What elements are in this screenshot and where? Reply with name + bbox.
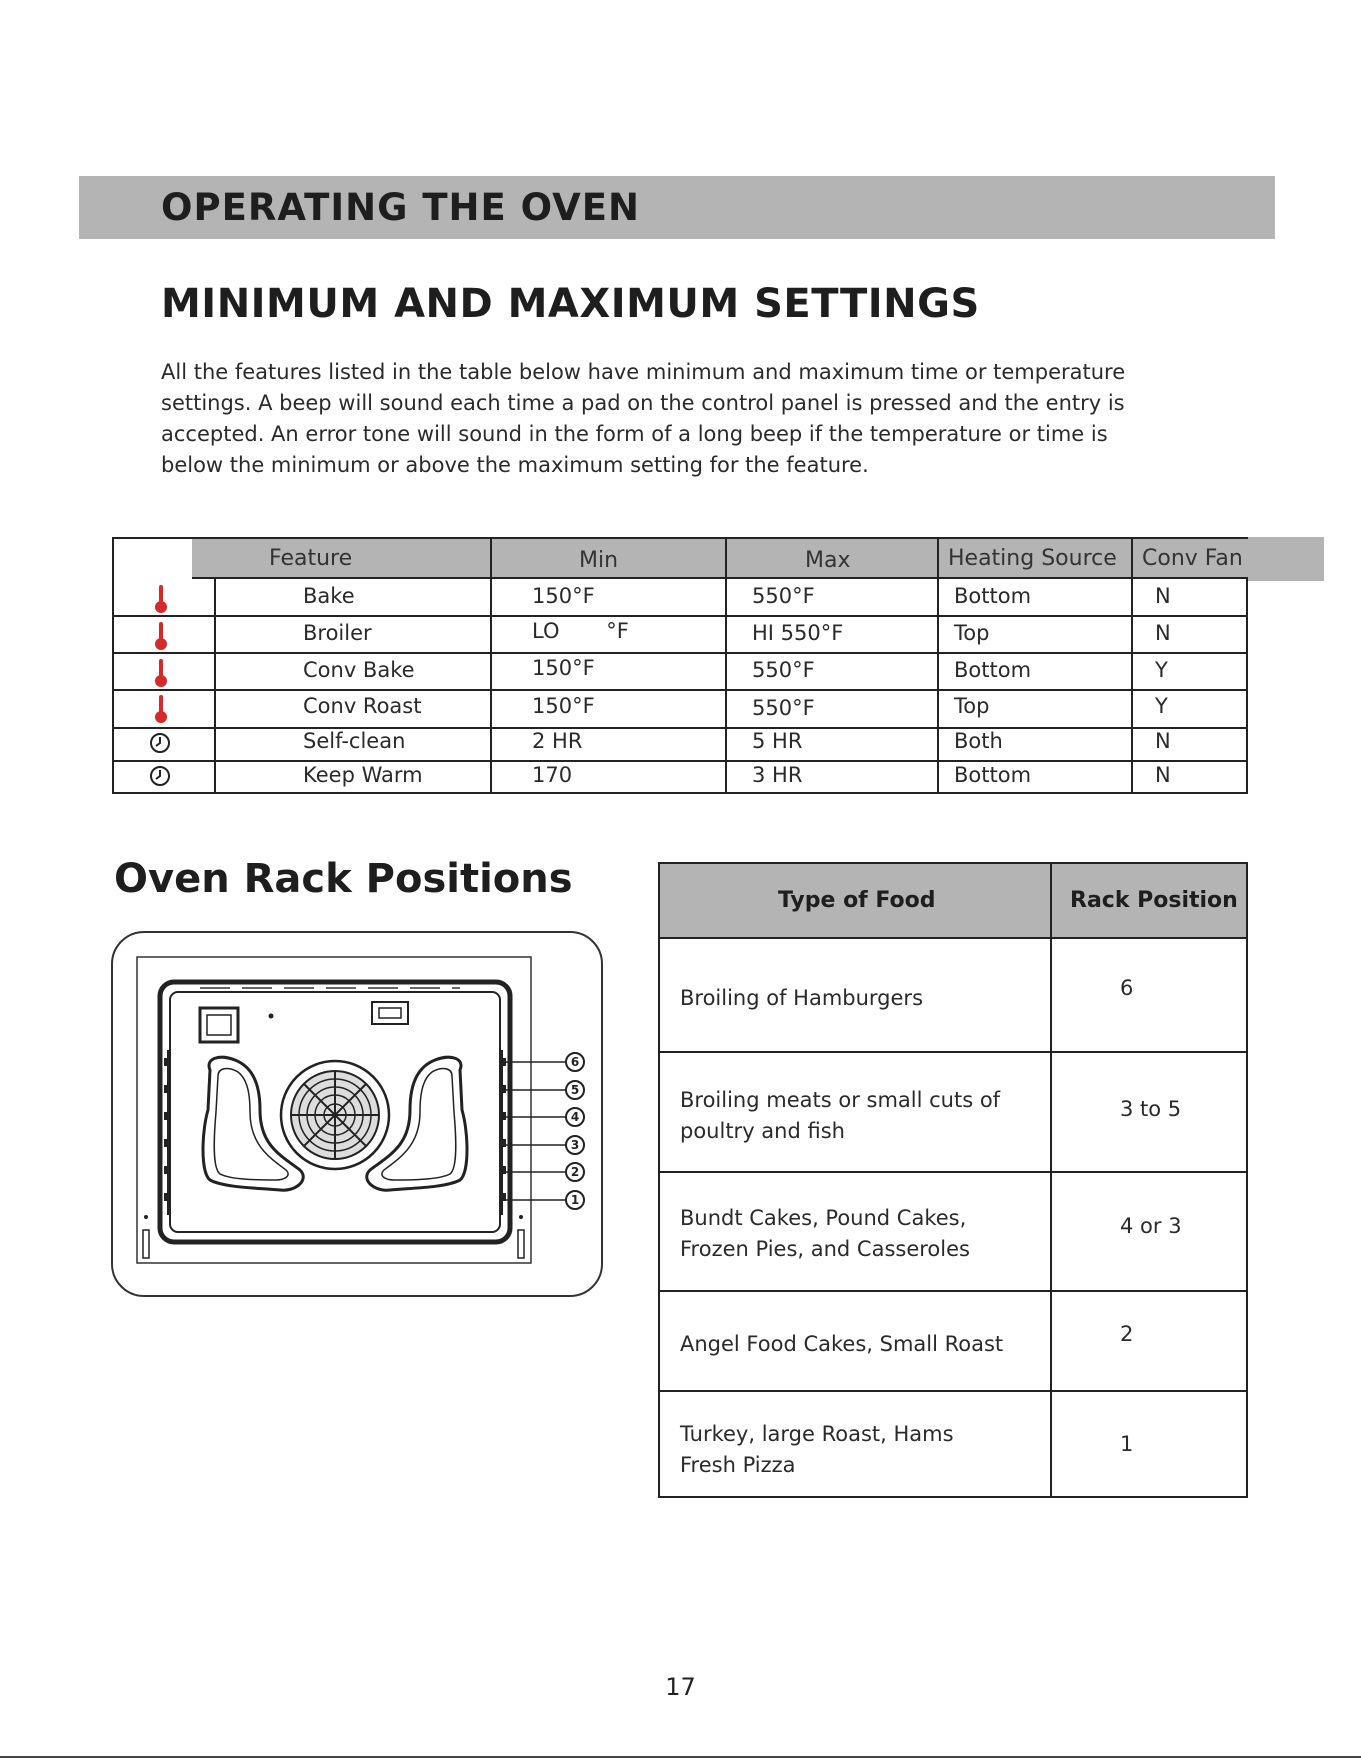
max-cell: HI 550°F [752, 621, 844, 645]
rack-label: 1 [570, 1193, 580, 1207]
max-cell: 3 HR [752, 763, 803, 787]
food-cell: Turkey, large Roast, Hams Fresh Pizza [680, 1422, 954, 1477]
min-cell: 2 HR [532, 729, 583, 753]
min-cell: 170 [532, 763, 573, 787]
position-cell: 1 [1120, 1432, 1134, 1456]
food-cell: Angel Food Cakes, Small Roast [680, 1332, 1004, 1356]
food-cell: Bundt Cakes, Pound Cakes, Frozen Pies, and Casseroles [680, 1206, 970, 1261]
settings-header-tail [1248, 537, 1324, 581]
rack-label: 4 [570, 1110, 580, 1124]
col-divider [1131, 539, 1133, 794]
min-cell: 150°F [532, 694, 595, 718]
section-title: OPERATING THE OVEN [161, 186, 641, 229]
clock-icon [149, 765, 171, 787]
thermometer-icon [154, 621, 168, 651]
rack-section-title: Oven Rack Positions [114, 856, 573, 902]
fan-cell: N [1155, 729, 1171, 753]
settings-table [112, 537, 1248, 794]
fan-cell: N [1155, 584, 1171, 608]
row-divider [660, 1171, 1246, 1173]
header-rack-position: Rack Position [1070, 888, 1238, 913]
header-heating-source: Heating Source [948, 546, 1117, 571]
fan-cell: N [1155, 621, 1171, 645]
source-cell: Both [954, 729, 1003, 753]
rack-label: 2 [570, 1165, 580, 1179]
col-divider [725, 539, 727, 794]
position-cell: 6 [1120, 976, 1134, 1000]
min-cell: 150°F [532, 584, 595, 608]
col-divider [1050, 864, 1052, 1496]
source-cell: Bottom [954, 584, 1032, 608]
source-cell: Top [954, 694, 990, 718]
feature-cell: Conv Bake [303, 658, 415, 682]
header-conv-fan: Conv Fan [1142, 546, 1243, 571]
food-cell: Broiling of Hamburgers [680, 986, 924, 1010]
bottom-rule [0, 1756, 1361, 1758]
position-cell: 4 or 3 [1120, 1214, 1182, 1238]
row-divider [114, 760, 1246, 762]
source-cell: Bottom [954, 658, 1032, 682]
food-cell: Broiling meats or small cuts of poultry and fish [680, 1088, 1001, 1143]
max-cell: 550°F [752, 658, 815, 682]
intro-paragraph: All the features listed in the table below have minimum and maximum time or temperature settings. A beep will sound each time a pad on the control panel is pressed and the entry is accepted. An error tone will sound in the form of a long beep if the temperature or time is below the minimum or above the maximum setting for the feature. [161, 360, 1126, 477]
row-divider [114, 652, 1246, 654]
rack-label: 5 [570, 1083, 580, 1097]
oven-rack-diagram [110, 930, 606, 1304]
fan-cell: Y [1155, 694, 1168, 718]
feature-cell: Bake [303, 584, 355, 608]
fan-cell: N [1155, 763, 1171, 787]
header-max: Max [805, 548, 851, 573]
position-cell: 2 [1120, 1322, 1134, 1346]
row-divider [114, 727, 1246, 729]
fan-cell: Y [1155, 658, 1168, 682]
thermometer-icon [154, 584, 168, 614]
source-cell: Top [954, 621, 990, 645]
section-header-bar [79, 176, 1275, 239]
feature-cell: Self-clean [303, 729, 406, 753]
feature-cell: Broiler [303, 621, 372, 645]
row-divider [114, 689, 1246, 691]
row-divider [660, 1290, 1246, 1292]
max-cell: 550°F [752, 584, 815, 608]
col-divider [937, 539, 939, 794]
min-cell: LO °F [532, 619, 629, 643]
position-cell: 3 to 5 [1120, 1097, 1182, 1121]
clock-icon [149, 732, 171, 754]
max-cell: 550°F [752, 696, 815, 720]
rack-position-table [658, 862, 1248, 1498]
header-type-of-food: Type of Food [778, 888, 936, 913]
min-cell: 150°F [532, 656, 595, 680]
header-min: Min [579, 548, 619, 573]
col-divider [490, 539, 492, 794]
thermometer-icon [154, 694, 168, 724]
page-number: 17 [665, 1673, 696, 1701]
row-divider [660, 1051, 1246, 1053]
feature-cell: Keep Warm [303, 763, 423, 787]
rack-label: 6 [570, 1055, 580, 1069]
feature-cell: Conv Roast [303, 694, 422, 718]
source-cell: Bottom [954, 763, 1032, 787]
page-subtitle: MINIMUM AND MAXIMUM SETTINGS [161, 281, 980, 327]
row-divider [660, 1390, 1246, 1392]
rack-label: 3 [570, 1138, 580, 1152]
thermometer-icon [154, 658, 168, 688]
row-divider [114, 615, 1246, 617]
header-feature: Feature [269, 546, 353, 571]
max-cell: 5 HR [752, 729, 803, 753]
